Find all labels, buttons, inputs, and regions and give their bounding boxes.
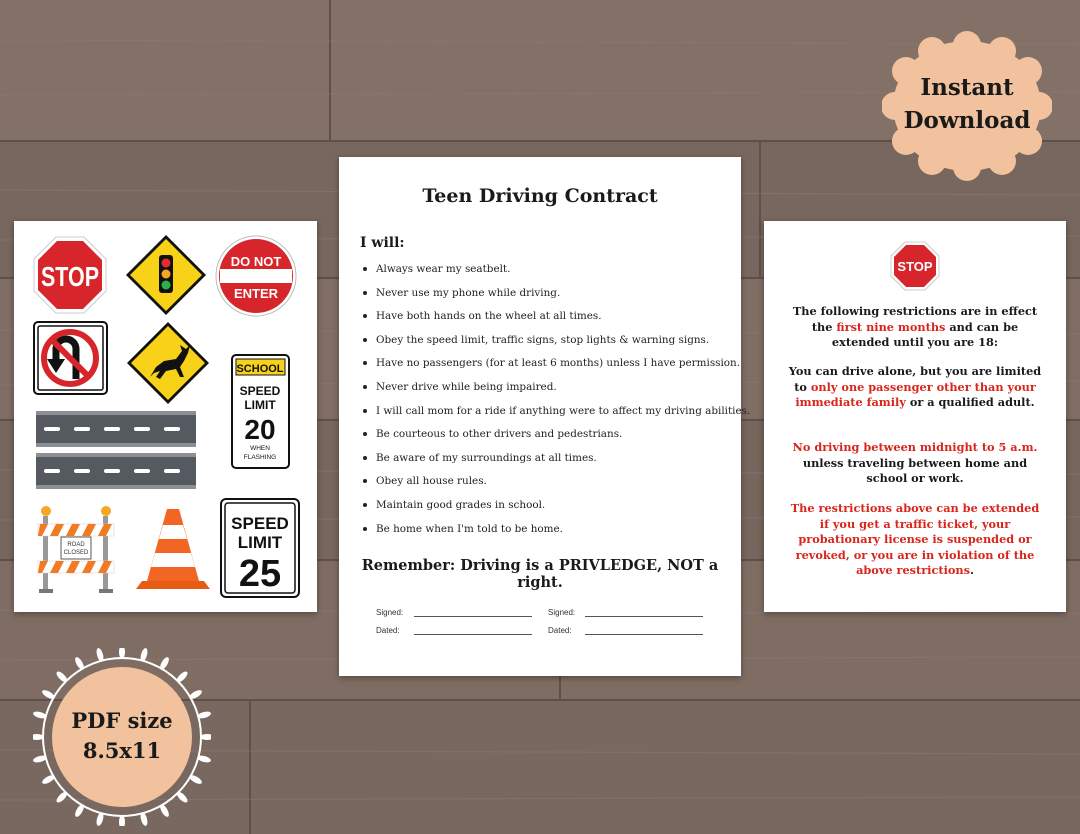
when-label: WHEN [250, 445, 270, 452]
no-u-turn-sign-icon [34, 322, 107, 394]
dated-line-2 [585, 634, 703, 635]
road-closed-barricade-icon [38, 506, 114, 593]
signed-label-2: Signed: [548, 608, 576, 617]
contract-item: Have both hands on the wheel at all times. [360, 310, 730, 334]
restriction-paragraph-4: The restrictions above can be extended if you get a traffic ticket, your probationary license is suspended or revoked, or you are in violation of the above restrictions. [790, 501, 1040, 578]
signed-line-1 [414, 616, 532, 617]
school-speed-sign-icon [232, 355, 289, 468]
contract-item: Never use my phone while driving. [360, 287, 730, 311]
contract-item: I will call mom for a ride if anything were to affect my driving abilities. [360, 405, 730, 429]
contract-item: Be aware of my surroundings at all times. [360, 452, 730, 476]
enter-label: ENTER [233, 286, 279, 301]
driving-contract-sheet [339, 157, 751, 676]
contract-item: Have no passengers (for at least 6 months) unless I have permission. [360, 357, 730, 381]
dated-line-1 [414, 634, 532, 635]
contract-list [360, 263, 751, 546]
contract-item: Obey all house rules. [360, 475, 730, 499]
speed-limit-value: 25 [238, 553, 282, 595]
road-label: ROAD [67, 542, 85, 548]
limit-label: LIMIT [237, 533, 283, 552]
speed-label: SPEED [231, 514, 289, 533]
contract-title: Teen Driving Contract [422, 185, 658, 207]
traffic-cone-icon [136, 509, 210, 589]
stop-sign-label: STOP [41, 261, 99, 292]
school-speed-label: SPEED [239, 384, 281, 398]
closed-label: CLOSED [63, 550, 89, 556]
contract-item: Be courteous to other drivers and pedestrians. [360, 428, 730, 452]
do-not-label: DO NOT [230, 254, 282, 269]
pdf-size-line: PDF size [71, 708, 173, 733]
instant-download-badge [882, 31, 1052, 181]
small-stop-sign-icon [890, 241, 940, 291]
restrictions-sheet [764, 221, 1066, 612]
contract-item: Never drive while being impaired. [360, 381, 730, 405]
contract-intro: I will: [360, 235, 405, 251]
contract-item: Maintain good grades in school. [360, 499, 730, 523]
pdf-size-badge [33, 648, 211, 826]
traffic-light-sign-icon [126, 235, 206, 315]
flashing-label: FLASHING [243, 454, 277, 461]
road-strip-icon [36, 411, 196, 447]
road-signs-art [14, 221, 317, 612]
dated-label-2: Dated: [548, 626, 572, 635]
instant-line: Instant [920, 74, 1014, 101]
deer-crossing-sign-icon [127, 322, 209, 404]
road-strip-icon [36, 453, 196, 489]
restriction-paragraph-3: No driving between midnight to 5 a.m. unless traveling between home and school or work. [792, 440, 1038, 486]
pdf-size-text [33, 706, 211, 766]
speed-limit-sign-icon [221, 499, 299, 597]
road-signs-sheet [14, 221, 317, 612]
contract-item: Obey the speed limit, traffic signs, stop lights & warning signs. [360, 334, 730, 358]
signed-label-1: Signed: [376, 608, 404, 617]
instant-download-text [882, 71, 1052, 137]
contract-item: Be home when I'm told to be home. [360, 523, 730, 547]
small-stop-label: STOP [897, 259, 933, 274]
contract-item: Always wear my seatbelt. [360, 263, 730, 287]
restriction-paragraph-1: The following restrictions are in effect the first nine months and can be extended until you are 18: [792, 304, 1038, 350]
do-not-enter-sign-icon [216, 236, 296, 316]
signed-line-2 [585, 616, 703, 617]
dated-label-1: Dated: [376, 626, 400, 635]
school-label: SCHOOL [236, 363, 284, 375]
contract-remember: Remember: Driving is a PRIVLEDGE, NOT a right. [361, 557, 719, 591]
pdf-dimensions-line: 8.5x11 [82, 738, 162, 763]
restriction-paragraph-2: You can drive alone, but you are limited to only one passenger other than your immediate family or a qualified adult. [788, 364, 1042, 410]
stop-sign-icon [34, 237, 106, 313]
school-limit-label: LIMIT [244, 398, 276, 412]
school-speed-value: 20 [244, 414, 276, 445]
download-line: Download [903, 107, 1031, 134]
